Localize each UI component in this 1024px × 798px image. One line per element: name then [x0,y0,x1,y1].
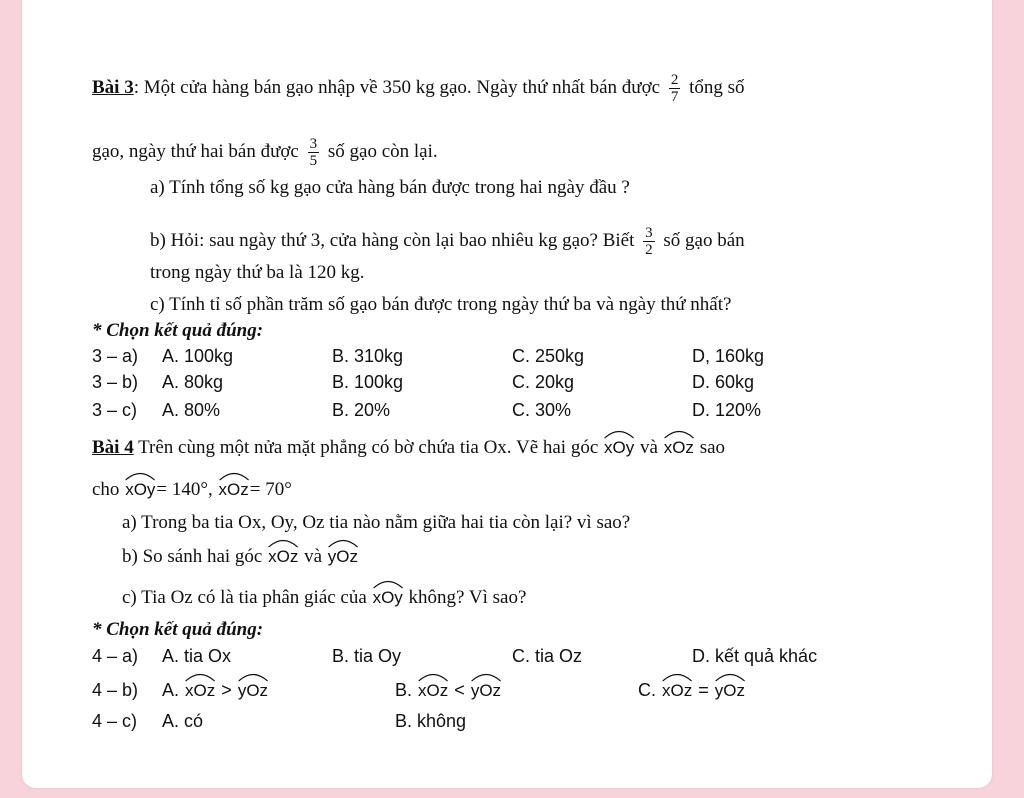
option-3b-A: A. 80kg [162,372,224,392]
option-4b-C [638,679,746,702]
angle-xOz [663,437,695,459]
bai3-line2 [92,136,438,169]
angle-text: xOz [662,681,693,700]
option-4a-C: C. tia Oz [512,646,583,666]
bai3-question-b-line2: trong ngày thứ ba là 120 kg. [150,262,365,283]
opt-letter: C. [638,680,656,700]
option-3b-D: D. 60kg [692,372,755,392]
conj-va: và [304,546,323,567]
bai3-qb-text: b) Hỏi: sau ngày thứ 3, cửa hàng còn lại bao nhiêu kg gạo? Biết [150,229,635,251]
bai3-question-a: a) Tính tổng số kg gạo cửa hàng bán được trong hai ngày đầu ? [150,177,630,198]
angle-xOz [661,680,693,702]
angle-text: yOz [470,681,502,700]
conj-va: và [640,437,658,458]
greater-sign: > [221,680,232,700]
option-4a-D: D. kết quả khác [692,646,818,666]
opt-letter: A. [162,680,180,700]
frac-den: 7 [670,89,679,105]
option-3a-C: C. 250kg [512,346,585,366]
frac-den: 5 [309,153,318,169]
row-label: 4 – c) [92,711,138,731]
row-label: 3 – c) [92,400,138,420]
option-3b-C: C. 20kg [512,372,575,392]
bai3-question-b [150,225,745,258]
row-label: 4 – b) [92,680,139,700]
angle-yOz [327,546,359,568]
bai3-line1 [92,72,745,105]
bai4-question-b [122,546,359,568]
angle-xOy [124,479,156,501]
option-3c-D: D. 120% [692,400,762,420]
option-4b-A [162,679,269,702]
bai4-text1: Trên cùng một nửa mặt phẳng có bờ chứa tia Ox. Vẽ hai góc [133,437,599,458]
bai3-text2-post: số gạo còn lại. [327,140,438,162]
bai4-text1-post: sao [699,437,726,458]
angle-text: xOz [418,681,449,700]
angle-xOz [267,546,299,568]
option-4a-B: B. tia Oy [332,646,402,666]
option-3a-D: D, 160kg [692,346,765,366]
frac-den: 2 [645,242,653,258]
angle-text: xOz [268,547,299,566]
option-3c-C: C. 30% [512,400,572,420]
angle-xOz [218,479,250,501]
document-page [22,0,992,788]
option-3b-B: B. 100kg [332,372,404,392]
angle-yOz [714,680,746,702]
fraction-3-5 [308,136,320,169]
option-3c-B: B. 20% [332,400,391,420]
angle-text: yOz [714,681,746,700]
row-label: 3 – b) [92,372,139,392]
option-3a-A: A. 100kg [162,346,234,366]
angle-yOz [470,680,502,702]
bai4-qb-text: b) So sánh hai góc [122,546,263,567]
bai3-choose-heading: * Chọn kết quả đúng: [92,320,264,341]
bai4-cho: cho [92,479,120,500]
option-4c-A: A. có [162,711,204,731]
angle-xOy [372,587,404,609]
angle-text: xOz [185,681,216,700]
frac-num: 3 [309,136,318,152]
angle-text: xOy [604,438,635,457]
bai3-question-c: c) Tính tỉ số phần trăm số gạo bán được trong ngày thứ ba và ngày thứ nhất? [150,294,732,315]
angle-text: xOy [372,588,403,607]
bai4-question-a: a) Trong ba tia Ox, Oy, Oz tia nào nằm giữa hai tia còn lại? vì sao? [122,512,631,533]
row-label: 4 – a) [92,646,139,666]
frac-num: 2 [670,72,679,88]
eq-70: = 70° [249,479,292,500]
less-sign: < [454,680,465,700]
option-4a-A: A. tia Ox [162,646,232,666]
bai4-qc-text: c) Tia Oz có là tia phân giác của [122,587,367,608]
angle-xOz [184,680,216,702]
angle-text: xOz [663,438,694,457]
bai4-choose-heading: * Chọn kết quả đúng: [92,619,264,640]
equal-sign: = [698,680,709,700]
bai3-label: Bài 3 [92,76,134,98]
angle-text: xOz [218,480,249,499]
frac-num: 3 [645,225,653,241]
angle-yOz [237,680,269,702]
fraction-2-7 [669,72,681,105]
row-label: 3 – a) [92,346,139,366]
bai4-qc-post: không? Vì sao? [408,587,527,608]
bai4-line1 [92,437,725,459]
angle-xOy [603,437,635,459]
bai4-question-c [122,587,526,609]
bai3-text1-post: tổng số [689,76,745,98]
angle-text: yOz [327,547,359,566]
eq-140: = 140°, [156,479,213,500]
fraction-3-2 [643,225,655,258]
option-3c-A: A. 80% [162,400,221,420]
bai3-text2: gạo, ngày thứ hai bán được [92,140,299,162]
opt-letter: B. [395,680,413,700]
bai4-line2 [92,479,292,501]
bai3-text1: : Một cửa hàng bán gạo nhập về 350 kg gạo. Ngày thứ nhất bán được [133,76,661,98]
angle-text: yOz [237,681,269,700]
bai4-label: Bài 4 [92,437,134,458]
bai3-qb-post: số gạo bán [663,229,745,251]
angle-text: xOy [125,480,156,499]
angle-xOz [417,680,449,702]
option-4b-B [395,679,502,702]
option-3a-B: B. 310kg [332,346,404,366]
option-4c-B: B. không [395,711,467,731]
